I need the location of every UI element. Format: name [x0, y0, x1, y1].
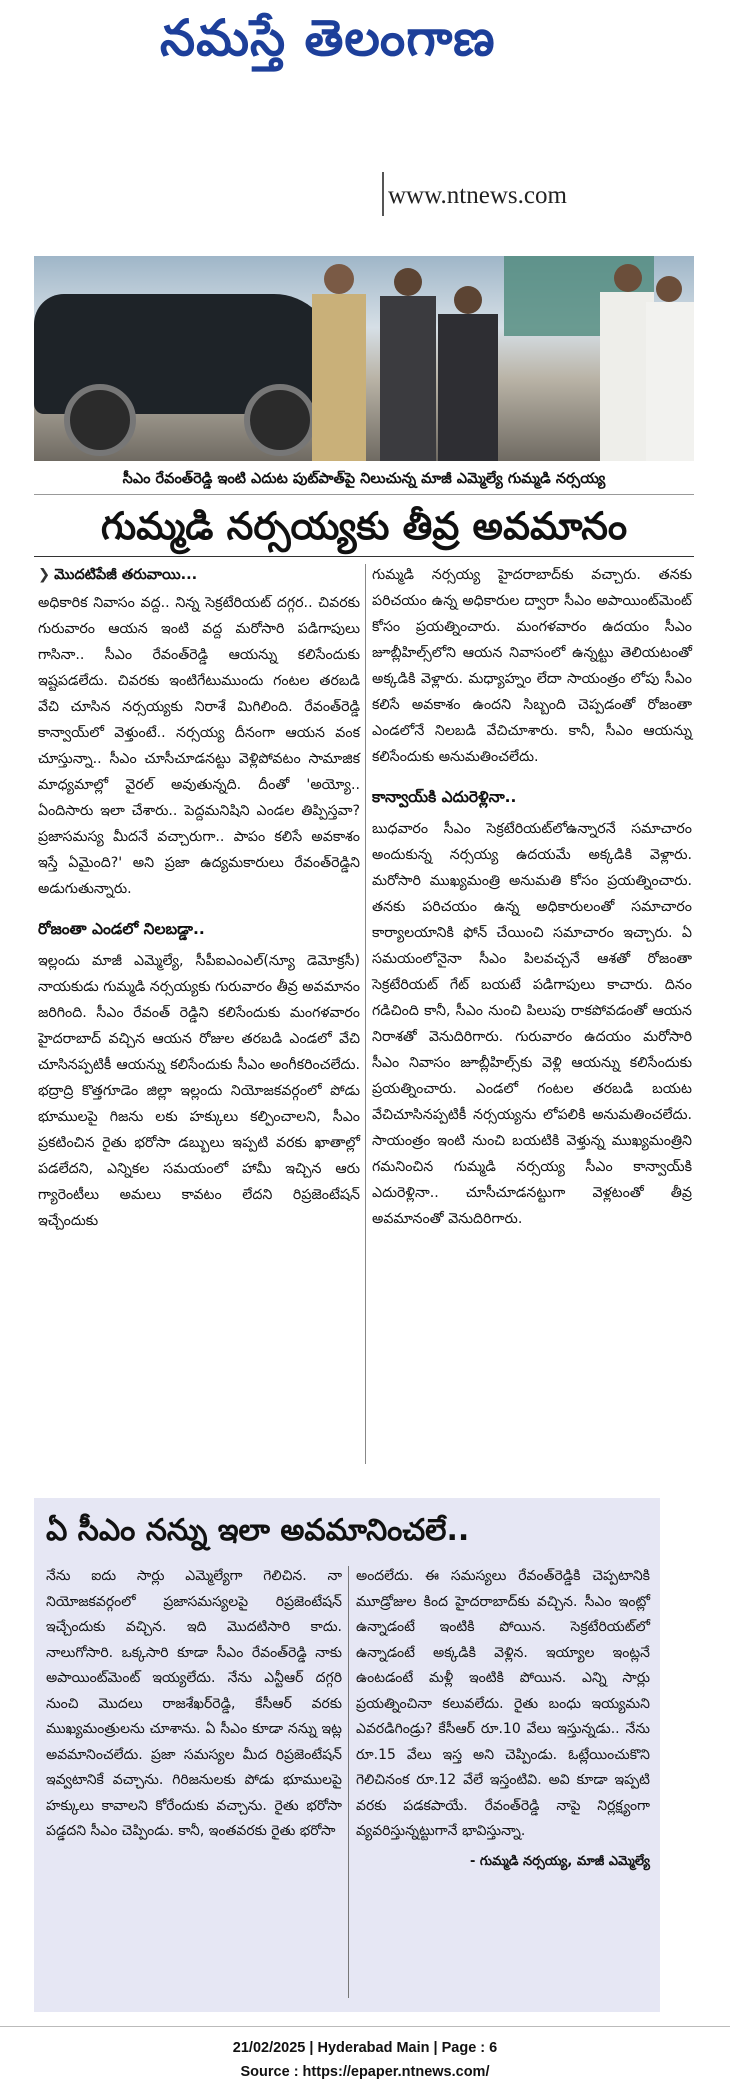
arrow-icon: ❯ [38, 567, 51, 583]
article-headline: గుమ్మడి నర్సయ్యకు తీవ్ర అవమానం [34, 496, 694, 557]
website-url: www.ntnews.com [388, 182, 567, 209]
paragraph: బుధవారం సీఎం సెక్రటేరియట్‌లోఉన్నారనే సమాచారం అందుకున్న నర్సయ్య ఉదయమే అక్కడికి వెళ్లారు. మరోసారి ముఖ్యమంత్రి అనుమతి కోసం ప్రయత్నించారు. తనకు పరిచయం ఉన్న అధికారులంతో సమాచారం కార్యాలయానికి ఫోన్ చేయించి సమాచారం ఇచ్చారు. ఏ సమయంలోనైనా సీఎం పిలవచ్చనే ఆశతో రోజంతా సెక్రటేరియట్ గేట్ బయటే పడిగాపులు కాచారు. దినం గడిచింది కానీ, సీఎం నుంచి పిలుపు రాకపోవడంతో ఆయన నిరాశతో వెనుదిరిగారు. గురువారం ఉదయం మరోసారి సీఎం నివాసం జూబ్లీహిల్స్‌కు వెళ్లి ఆయన్ను కలిసేందుకు ప్రయత్నించారు. ఎండలో గంటల తరబడి బయట వేచిచూసినప్పటికీ నర్సయ్యను లోపలికి అనుమతించలేదు. సాయంత్రం ఇంటి నుంచి బయటికి వెళ్తున్న ముఖ్యమంత్రిని గమనించిన గుమ్మడి నర్సయ్య సీఎం కాన్వాయ్‌కి ఎదురెళ్లినా.. చూసీచూడనట్టుగా వెళ్లటంతో తీవ్ర అవమానంతో వెనుదిరిగారు. [372, 821, 692, 1227]
edition-info: 21/02/2025 | Hyderabad Main | Page : 6 [232, 2040, 498, 2056]
article-left-column [38, 562, 360, 1234]
url-divider [382, 172, 384, 216]
photo-caption: సీఎం రేవంత్‌రెడ్డి ఇంటి ఎదుట పుట్‌పాత్‌పై నిలుచున్న మాజీ ఎమ్మెల్యే గుమ్మడి నర్సయ్య [34, 464, 694, 495]
subheading: రోజంతా ఎండలో నిలబడ్డా.. [38, 920, 205, 938]
paragraph: ఇల్లందు మాజీ ఎమ్మెల్యే, సీపీఐఎంఎల్(న్యూ డెమోక్రసీ) నాయకుడు గుమ్మడి నర్సయ్యకు గురువారం తీవ్ర అవమానం జరిగింది. సీఎం రేవంత్ రెడ్డిని కలిసేందుకు మంగళవారం హైదరాబాద్ వచ్చిన ఆయన రోజుల తరబడి ఎండలో వేచి చూసినప్పటికీ ఆయన్ను కలిసేందుకు సీఎం అంగీకరించలేదు. భద్రాద్రి కొత్తగూడెం జిల్లా ఇల్లందు నియోజకవర్గంలో పోడు భూములపై గిజను లకు హక్కులు కల్పించాలని, సీఎం ప్రకటించిన రైతు భరోసా డబ్బులు ఇప్పటి వరకు ఖాతాల్లో పడలేదని, ఎన్నికల సమయంలో హామీ ఇచ్చిన ఆరు గ్యారెంటీలు అమలు కావటం లేదని రిప్రజెంటేషన్ ఇచ్చేందుకు [38, 953, 360, 1229]
quote-paragraph: అందలేదు. ఈ సమస్యలు రేవంత్‌రెడ్డికి చెప్పటానికి మూడ్రోజుల కింద హైదరాబాద్‌కు వచ్చిన. సీఎం ఇంట్లో ఉన్నాడంటే ఇంటికి పోయిన. సెక్రటేరియట్‌లో ఉన్నాడంటే అక్కడికి వెళ్లిన. ఇయ్యాల ఇంట్లనే ఉంటడంటే మళ్లీ ఇంటికి పోయిన. ఎన్ని సార్లు ప్రయత్నించినా కలువలేదు. రైతు బంధు ఇయ్యమని ఎవరడిగిండ్రు? కేసీఆర్ రూ.10 వేలు ఇస్తున్నడు.. నేను రూ.15 వేలు ఇస్త అని చెప్పిండు. ఓట్లేయించుకొని గెలిచినంక రూ.12 వేలే ఇస్తంటివి. అవి కూడా ఇప్పటి వరకు పడకపాయే. రేవంత్‌రెడ్డి నాపై నిర్లక్ష్యంగా వ్యవరిస్తున్నట్టుగానే భావిస్తున్నా. [356, 1568, 650, 1839]
quote-left-column [46, 1564, 342, 1845]
quote-paragraph: నేను ఐదు సార్లు ఎమ్మెల్యేగా గెలిచిన. నా నియోజకవర్గంలో ప్రజాసమస్యలపై రిప్రజెంటేషన్ ఇచ్చేందుకు వచ్చిన. ఇది మొదటిసారి కాదు. నాలుగోసారి. ఒక్కసారి కూడా సీఎం రేవంత్‌రెడ్డి నాకు అపాయింట్‌మెంట్ ఇయ్యలేదు. నేను ఎన్టీఆర్ దగ్గరి నుంచి మొదలు రాజశేఖర్‌రెడ్డి, కేసీఆర్ వరకు ముఖ్యమంత్రులను చూశాను. ఏ సీఎం కూడా నన్ను ఇట్ల అవమానించలేదు. ప్రజా సమస్యల మీద రిప్రజెంటేషన్ ఇవ్వటానికే వచ్చాను. గిరిజనులకు పోడు భూములపై హక్కులు కావాలని కోరేందుకు వచ్చాను. రైతు భరోసా పడ్డదని సీఎం చెప్పిండు. కానీ, ఇంతవరకు రైతు భరోసా [46, 1568, 342, 1839]
paragraph: అధికారిక నివాసం వద్ద.. నిన్న సెక్రటేరియట్ దగ్గర.. చివరకు గురువారం ఆయన ఇంటి వద్ద మరోసారి పడిగాపులు గాసినా.. సీఎం రేవంత్‌రెడ్డి ఆయన్ను కలిసేందుకు ఇష్టపడలేదు. చివరకు ఇంటిగేటుముందు గంటల తరబడి వేచి చూసిన నర్సయ్యకు నిరాశే మిగిలింది. రేవంత్‌రెడ్డి కాన్వాయ్‌లో వెళ్తుంటే.. నర్సయ్య దీనంగా ఆయన వంక చూస్తున్నా.. సీఎం చూసీచూడనట్టు వెళ్లిపోవటం సామాజిక మాధ్యమాల్లో వైరల్ అవుతున్నది. దీంతో 'అయ్యో.. ఏందిసారు ఇలా చేశారు.. పెద్దమనిషిని ఎండల తిప్పిస్తవా? ప్రజాసమస్య మీదనే వచ్చారుగా.. పాపం కలిసే అవకాశం ఇస్తే ఏమైంది?' అని ప్రజా ఉద్యమకారులు రేవంత్‌రెడ్డిని అడుగుతున్నారు. [38, 595, 360, 897]
quote-column-divider [348, 1566, 349, 1998]
source-link[interactable]: Source : https://epaper.ntnews.com/ [240, 2064, 490, 2080]
footer-divider [0, 2026, 730, 2027]
news-photo [34, 256, 694, 461]
paragraph: గుమ్మడి నర్సయ్య హైదరాబాద్‌కు వచ్చారు. తనకు పరిచయం ఉన్న అధికారుల ద్వారా సీఎం అపాయింట్‌మెంట్ కోసం ప్రయత్నించారు. మంగళవారం ఉదయం సీఎం జూబ్లీహిల్స్‌లోని ఆయన నివాసంలో ఉన్నట్టు తెలియటంతో అక్కడికి వెళ్లారు. మధ్యాహ్నం లేదా సాయంత్రం లోపు సీఎం కలిసే అవకాశం ఉందని సిబ్బంది చెప్పడంతో రోజంతా ఎండలోనే నిలబడి వేచిచూశారు. కానీ, సీఎం ఆయన్ను కలిసేందుకు అనుమతించలేదు. [372, 567, 692, 765]
quote-right-column [356, 1564, 650, 1874]
subheading: కాన్వాయ్‌కి ఎదురెళ్లినా.. [372, 788, 517, 806]
newspaper-logo: నమస్తే తెలంగాణ [160, 8, 496, 67]
quote-attribution: - గుమ్మడి నర్సయ్య, మాజీ ఎమ్మెల్యే [470, 1853, 650, 1869]
column-divider [365, 564, 366, 1464]
kicker-text: మొదటిపేజీ తరువాయి... [54, 567, 198, 583]
quote-title: ఏ సీఎం నన్ను ఇలా అవమానించలే.. [46, 1513, 470, 1548]
masthead [0, 0, 730, 120]
continuation-kicker [38, 562, 360, 588]
article-right-column [372, 562, 692, 1232]
footer [0, 2036, 730, 2084]
